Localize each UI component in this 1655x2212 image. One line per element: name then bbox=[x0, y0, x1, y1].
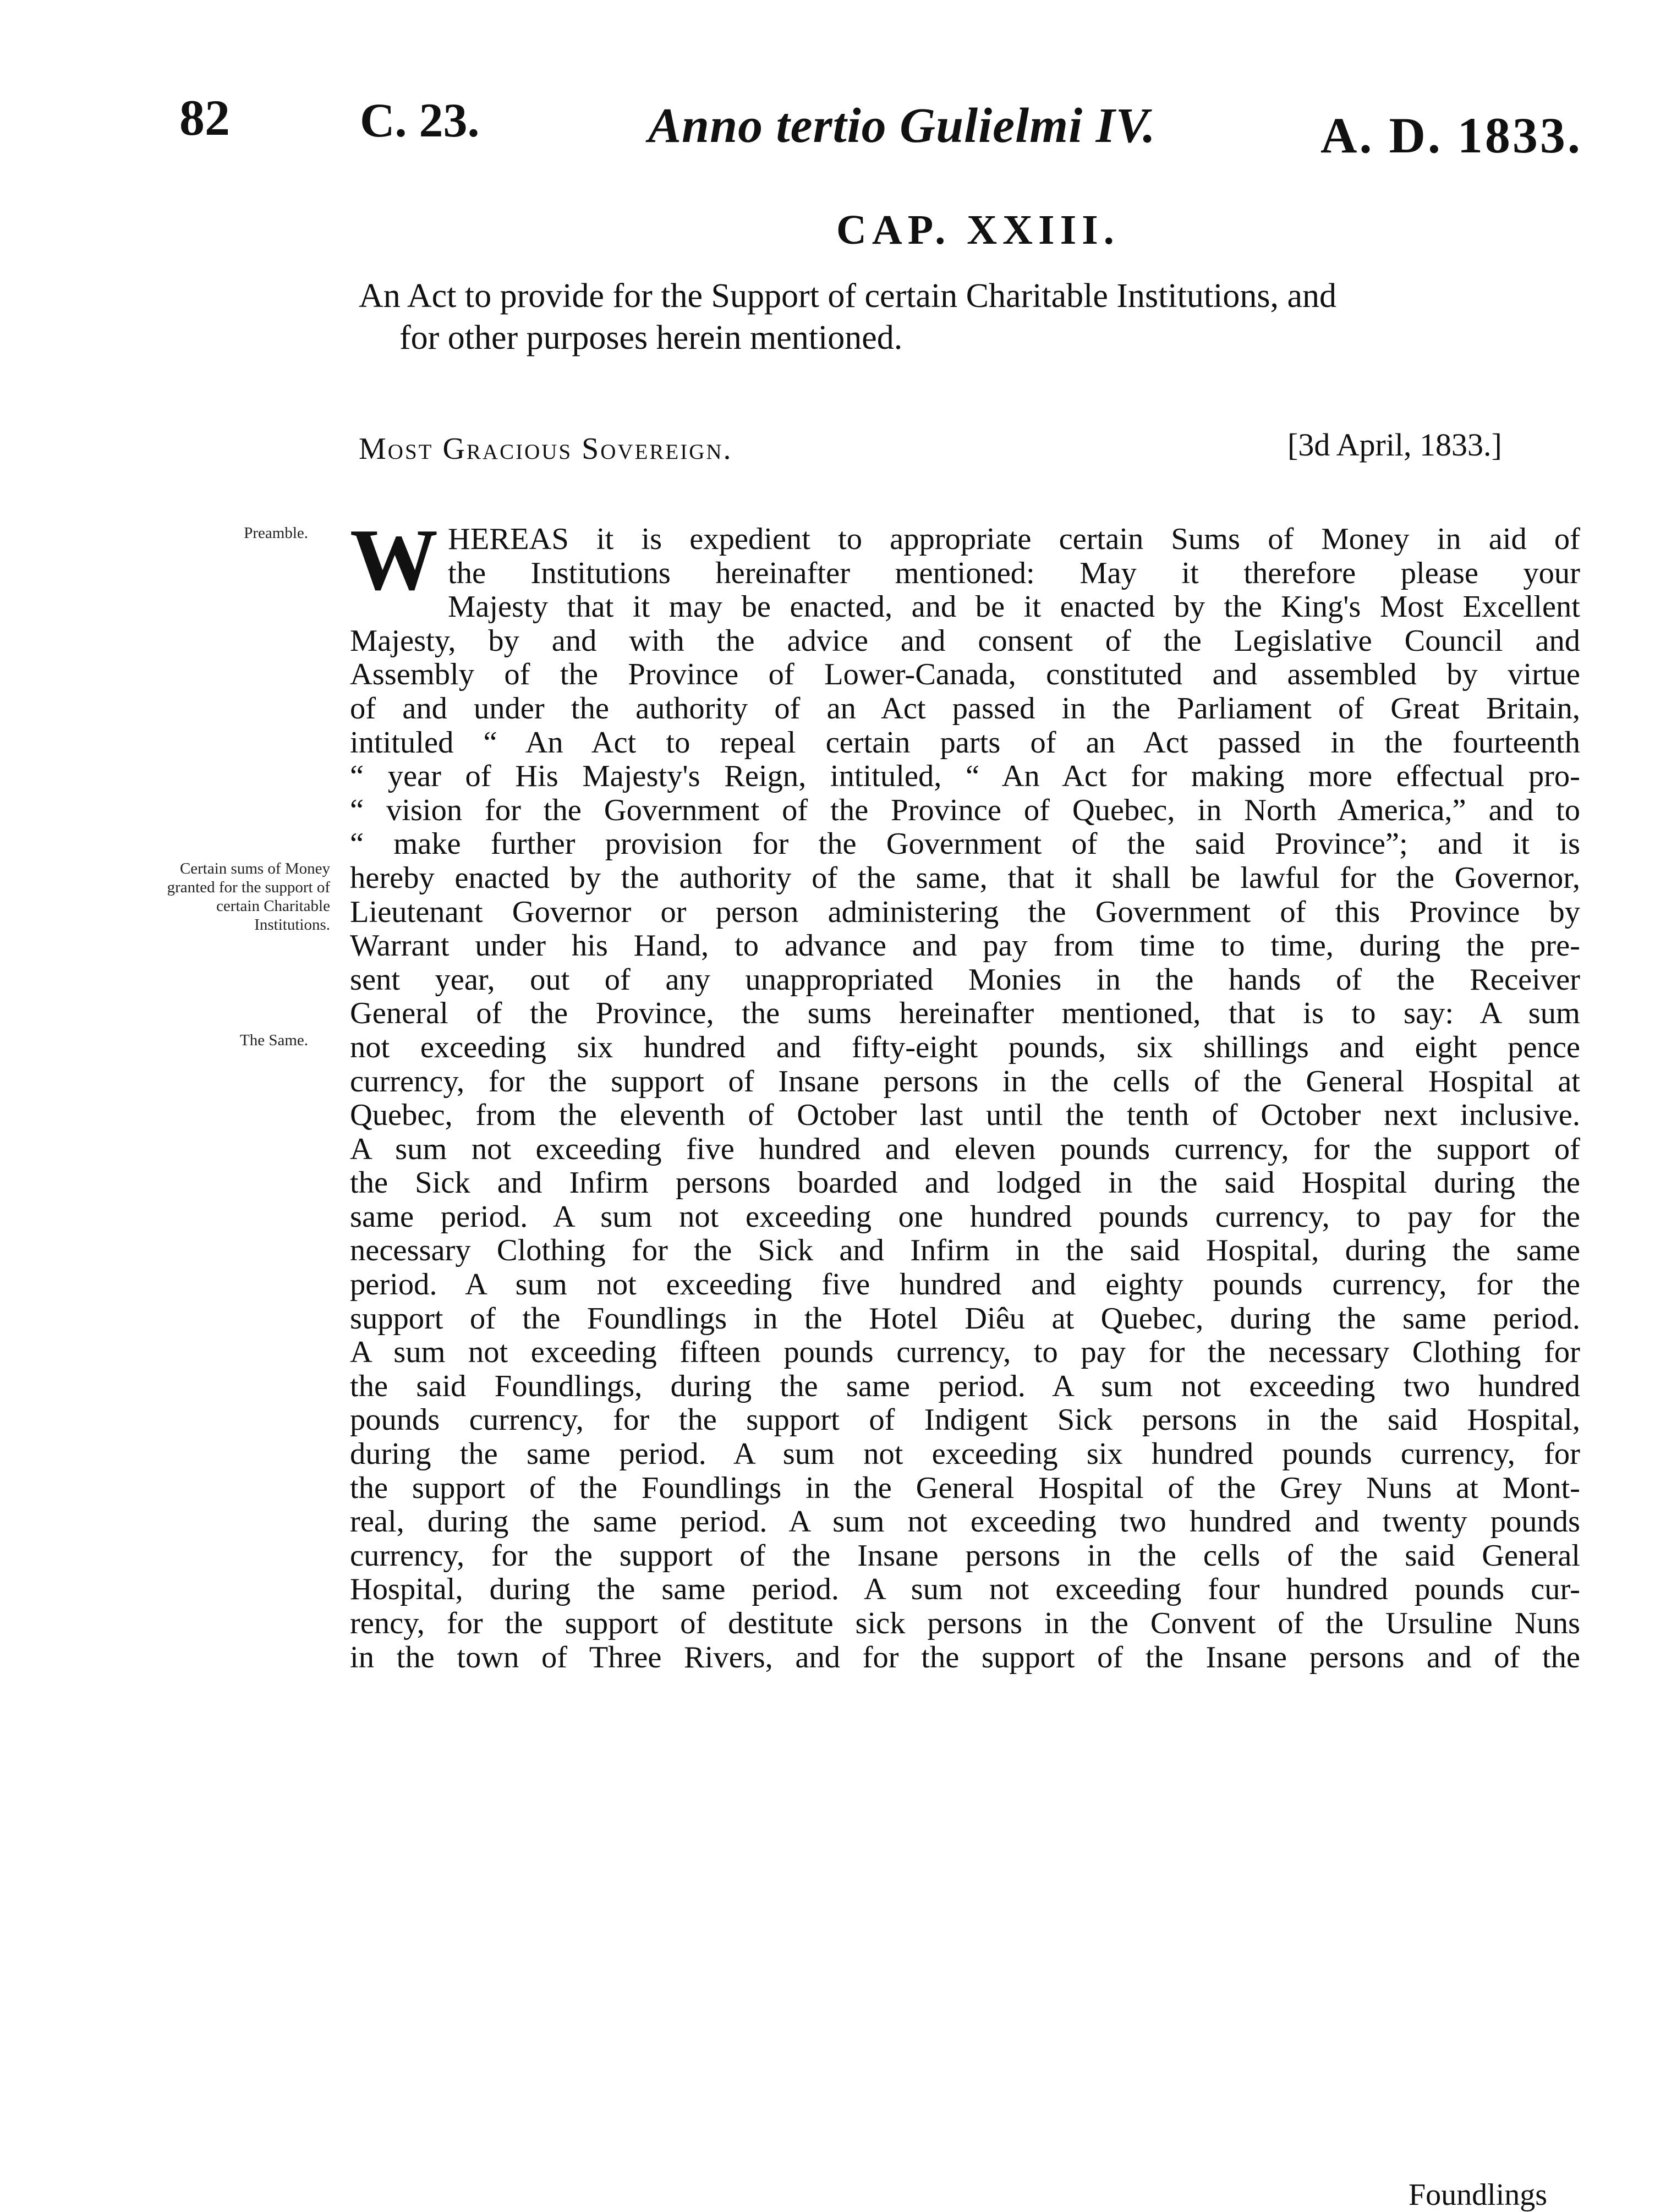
text-line: support of the Foundlings in the Hotel Diêu at Quebec, during the same period. bbox=[350, 1301, 1580, 1336]
text-line: Majesty, by and with the advice and consent of the Legislative Council and bbox=[350, 623, 1580, 658]
act-title bbox=[359, 275, 1591, 359]
text-line: pounds currency, for the support of Indigent Sick persons in the said Hospital, bbox=[350, 1403, 1580, 1437]
act-title-line: for other purposes herein mentioned. bbox=[399, 319, 903, 356]
margin-note-preamble: Preamble. bbox=[244, 524, 308, 542]
text-line: currency, for the support of the Insane persons in the cells of the said General bbox=[350, 1538, 1580, 1573]
text-line: necessary Clothing for the Sick and Infirm in the said Hospital, during the same bbox=[350, 1233, 1580, 1268]
year-reference: A. D. 1833. bbox=[1320, 107, 1582, 163]
text-line: period. A sum not exceeding five hundred and eighty pounds currency, for the bbox=[350, 1267, 1580, 1302]
text-line: Warrant under his Hand, to advance and pay from time to time, during the pre- bbox=[350, 929, 1580, 963]
act-date: [3d April, 1833.] bbox=[1287, 427, 1502, 463]
margin-note-same: The Same. bbox=[239, 1031, 308, 1049]
text-line: hereby enacted by the authority of the same, that it shall be lawful for the Governor, bbox=[350, 860, 1580, 895]
text-line: General of the Province, the sums hereinafter mentioned, that is to say: A sum bbox=[350, 996, 1580, 1031]
text-line: Quebec, from the eleventh of October last until the tenth of October next inclusive. bbox=[350, 1098, 1580, 1133]
drop-cap: W bbox=[350, 511, 438, 608]
text-line: Lieutenant Governor or person administering the Government of this Province by bbox=[350, 894, 1580, 929]
text-line: A sum not exceeding five hundred and eleven pounds currency, for the support of bbox=[350, 1132, 1580, 1166]
text-line: “ make further provision for the Government of the said Province”; and it is bbox=[350, 827, 1580, 861]
text-line: real, during the same period. A sum not exceeding two hundred and twenty pounds bbox=[350, 1505, 1580, 1539]
text-line: Assembly of the Province of Lower-Canada, constituted and assembled by virtue bbox=[350, 657, 1580, 692]
text-line: Majesty that it may be enacted, and be it enacted by the King's Most Excellent bbox=[448, 590, 1580, 624]
text-line: same period. A sum not exceeding one hundred pounds currency, to pay for the bbox=[350, 1199, 1580, 1234]
page-number: 82 bbox=[179, 90, 230, 146]
text-line: intituled “ An Act to repeal certain parts of an Act passed in the fourteenth bbox=[350, 725, 1580, 760]
chapter-heading: CAP. XXIII. bbox=[836, 207, 1120, 253]
text-line: “ year of His Majesty's Reign, intituled, “ An Act for making more effectual pro- bbox=[350, 759, 1580, 794]
act-title-line: An Act to provide for the Support of certain Charitable Institutions, and bbox=[359, 277, 1336, 315]
text-line: the support of the Foundlings in the General Hospital of the Grey Nuns at Mont- bbox=[350, 1470, 1580, 1505]
text-line: the Sick and Infirm persons boarded and lodged in the said Hospital during the bbox=[350, 1166, 1580, 1200]
chapter-reference: C. 23. bbox=[360, 94, 480, 147]
address-line: Most Gracious Sovereign. bbox=[359, 432, 733, 466]
text-line: of and under the authority of an Act passed in the Parliament of Great Britain, bbox=[350, 691, 1580, 726]
margin-note-grant: Certain sums of Money granted for the support of certain Charitable Institutions. bbox=[167, 860, 330, 934]
text-line: “ vision for the Government of the Province of Quebec, in North America,” and to bbox=[350, 793, 1580, 827]
text-line: in the town of Three Rivers, and for the support of the Insane persons and of the bbox=[350, 1640, 1580, 1675]
text-line: the Institutions hereinafter mentioned: May it therefore please your bbox=[448, 556, 1580, 590]
text-line: not exceeding six hundred and fifty-eight pounds, six shillings and eight pence bbox=[350, 1030, 1580, 1064]
act-body-text bbox=[350, 511, 1580, 1675]
catchword: Foundlings bbox=[1409, 2178, 1548, 2212]
text-line: rency, for the support of destitute sick persons in the Convent of the Ursuline Nuns bbox=[350, 1606, 1580, 1640]
text-line: HEREAS it is expedient to appropriate certain Sums of Money in aid of bbox=[448, 522, 1580, 556]
text-line: sent year, out of any unappropriated Monies in the hands of the Receiver bbox=[350, 962, 1580, 997]
text-line: during the same period. A sum not exceeding six hundred pounds currency, for bbox=[350, 1437, 1580, 1472]
text-line: A sum not exceeding fifteen pounds currency, to pay for the necessary Clothing for bbox=[350, 1335, 1580, 1370]
running-title: Anno tertio Gulielmi IV. bbox=[648, 98, 1156, 153]
text-line: currency, for the support of Insane persons in the cells of the General Hospital at bbox=[350, 1064, 1580, 1099]
text-line: the said Foundlings, during the same period. A sum not exceeding two hundred bbox=[350, 1369, 1580, 1403]
text-line: Hospital, during the same period. A sum not exceeding four hundred pounds cur- bbox=[350, 1572, 1580, 1607]
